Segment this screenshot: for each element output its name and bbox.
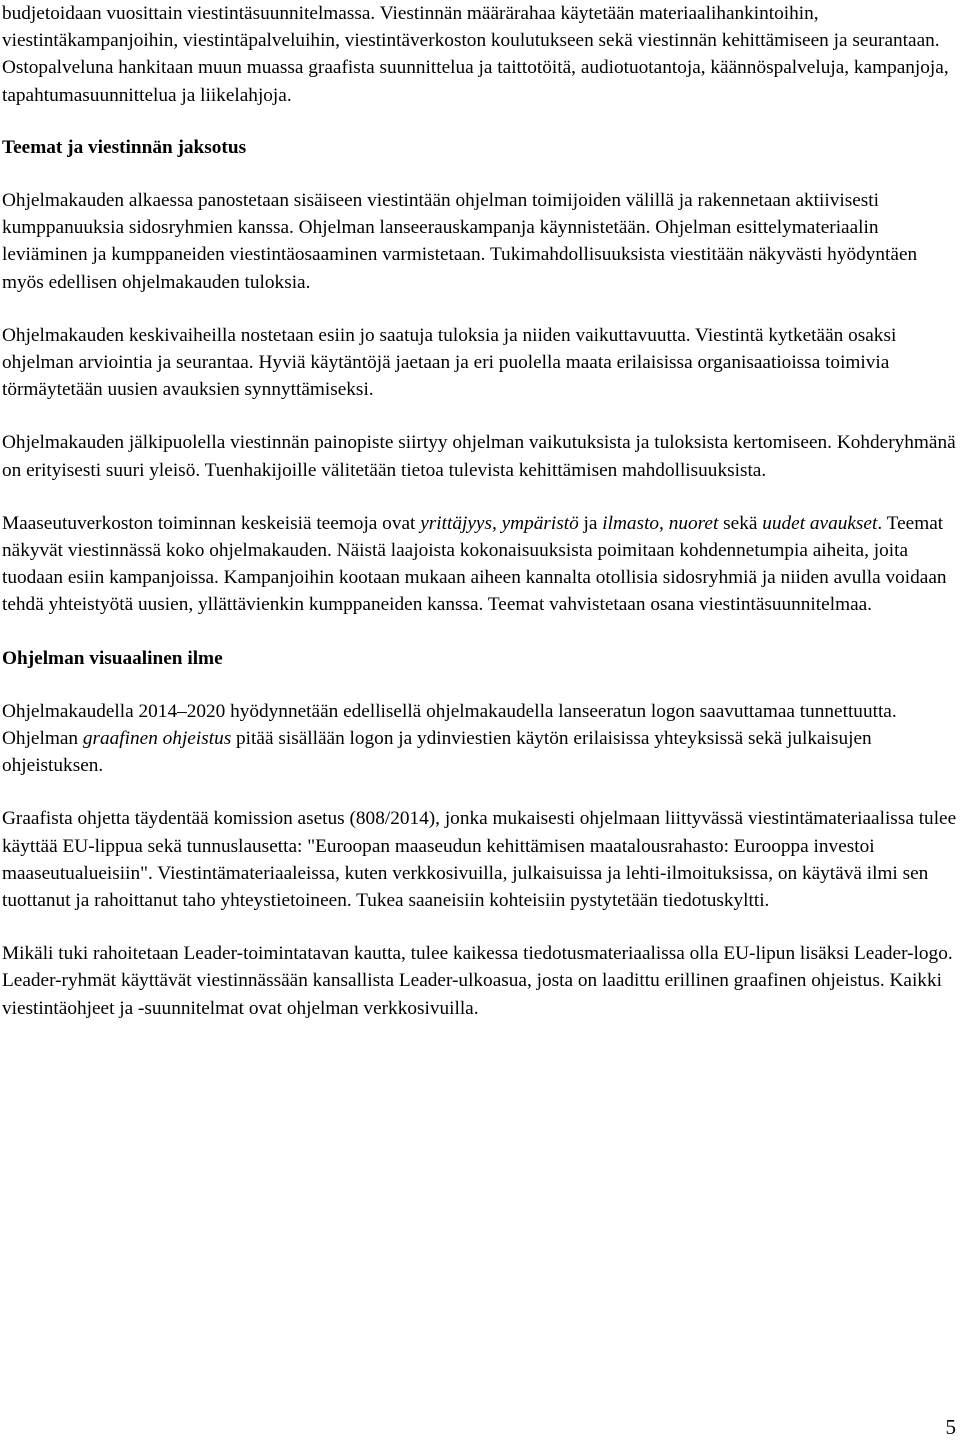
- themes-text-4: . Teemat näkyvät viestinnässä koko ohjelmakauden. Näistä laajoista kokonaisuuksista poimitaan kohdennetumpia aiheita, joita tuodaan esiin kampanjoissa. Kampanjoihin kootaan mukaan aiheen kannalta otollisia sidosryhmiä ja niiden avulla voidaan tehdä yhteistyötä uusien, yllättävienkin kumppaneiden kanssa. Teemat vahvistetaan osana viestintäsuunnitelmaa.: [2, 512, 947, 616]
- logo-text-1: Ohjelmakaudella 2014–2020 hyödynnetään edellisellä ohjelmakaudella lanseeratun logon saavuttamaa tunnettuutta. Ohjelman: [2, 700, 897, 750]
- paragraph-themes: [2, 510, 958, 619]
- paragraph-logo: [2, 698, 958, 780]
- themes-italic-1: yrittäjyys, ympäristö: [420, 512, 579, 534]
- page-number: 5: [945, 1415, 956, 1439]
- paragraph-intro-part1: budjetoidaan vuosittain viestintäsuunnitelmassa. Viestinnän määrärahaa käytetään materiaalihankintoihin, viestintäkampanjoihin, viestintäpalveluihin, viestintäverkoston koulutukseen sekä viestinnän kehittämiseen ja seurantaan.: [2, 3, 940, 52]
- paragraph-intro-part2: Ostopalveluna hankitaan muun muassa graafista suunnittelua ja taittotöitä, audiotuotantoja, käännöspalveluja, kampanjoja, tapahtumasuunnittelua ja liikelahjoja.: [2, 57, 949, 106]
- paragraph-program-start: Ohjelmakauden alkaessa panostetaan sisäiseen viestintään ohjelman toimijoiden välillä ja rakennetaan aktiivisesti kumppanuuksia sidosryhmien kanssa. Ohjelman lanseerauskampanja käynnistetään. Ohjelman esittelymateriaalin leviäminen ja kumppaneiden viestintäosaaminen varmistetaan. Tukimahdollisuuksista viestitään näkyvästi hyödyntäen myös edellisen ohjelmakauden tuloksia.: [2, 190, 918, 293]
- paragraph-leader: Mikäli tuki rahoitetaan Leader-toimintatavan kautta, tulee kaikessa tiedotusmateriaalissa olla EU-lipun lisäksi Leader-logo. Leader-ryhmät käyttävät viestinnässään kansallista Leader-ulkoasua, josta on laadittu erillinen graafinen ohjeistus. Kaikki viestintäohjeet ja -suunnitelmat ovat ohjelman verkkosivuilla.: [2, 943, 953, 1019]
- themes-text-3: sekä: [718, 512, 763, 534]
- themes-text-2: ja: [578, 512, 603, 534]
- heading-visual-identity: Ohjelman visuaalinen ilme: [2, 647, 223, 669]
- document-page: [2, 0, 958, 1022]
- paragraph-graphic-guidelines: Graafista ohjetta täydentää komission asetus (808/2014), jonka mukaisesti ohjelmaan liittyvässä viestintämateriaalissa tulee käyttää EU-lippua sekä tunnuslausetta: "Euroopan maaseudun kehittämisen maatalousrahasto: Eurooppa investoi maaseutualueisiin". Viestintämateriaaleissa, kuten verkkosivuilla, julkaisuissa ja lehti-ilmoituksissa, on käytävä ilmi sen tuottanut ja rahoittanut taho yhteystietoineen. Tukea saaneisiin kohteisiin pystytetään tiedotuskyltti.: [2, 808, 957, 912]
- themes-italic-3: uudet avaukset: [762, 512, 878, 534]
- paragraph-program-end: Ohjelmakauden jälkipuolella viestinnän painopiste siirtyy ohjelman vaikutuksista ja tuloksista kertomiseen. Kohderyhmänä on erityisesti suuri yleisö. Tuenhakijoille välitetään tietoa tulevista kehittämisen mahdollisuuksista.: [2, 432, 956, 481]
- heading-themes: Teemat ja viestinnän jaksotus: [2, 136, 247, 158]
- logo-text-2: pitää sisällään logon ja ydinviestien käytön erilaisissa yhteyksissä sekä julkaisujen ohjeistuksen.: [2, 728, 872, 777]
- paragraph-program-middle: Ohjelmakauden keskivaiheilla nostetaan esiin jo saatuja tuloksia ja niiden vaikuttavuutta. Viestintä kytketään osaksi ohjelman arviointia ja seurantaa. Hyviä käytäntöjä jaetaan ja eri puolella maata erilaisissa organisaatioissa toimivia törmäytetään uusien avauksien synnyttämiseksi.: [2, 324, 897, 401]
- themes-text-1: Maaseutuverkoston toiminnan keskeisiä teemoja ovat: [2, 512, 421, 534]
- logo-italic-1: graafinen ohjeistus: [82, 728, 232, 750]
- themes-italic-2: ilmasto, nuoret: [602, 512, 719, 534]
- paragraph-intro: [2, 0, 958, 109]
